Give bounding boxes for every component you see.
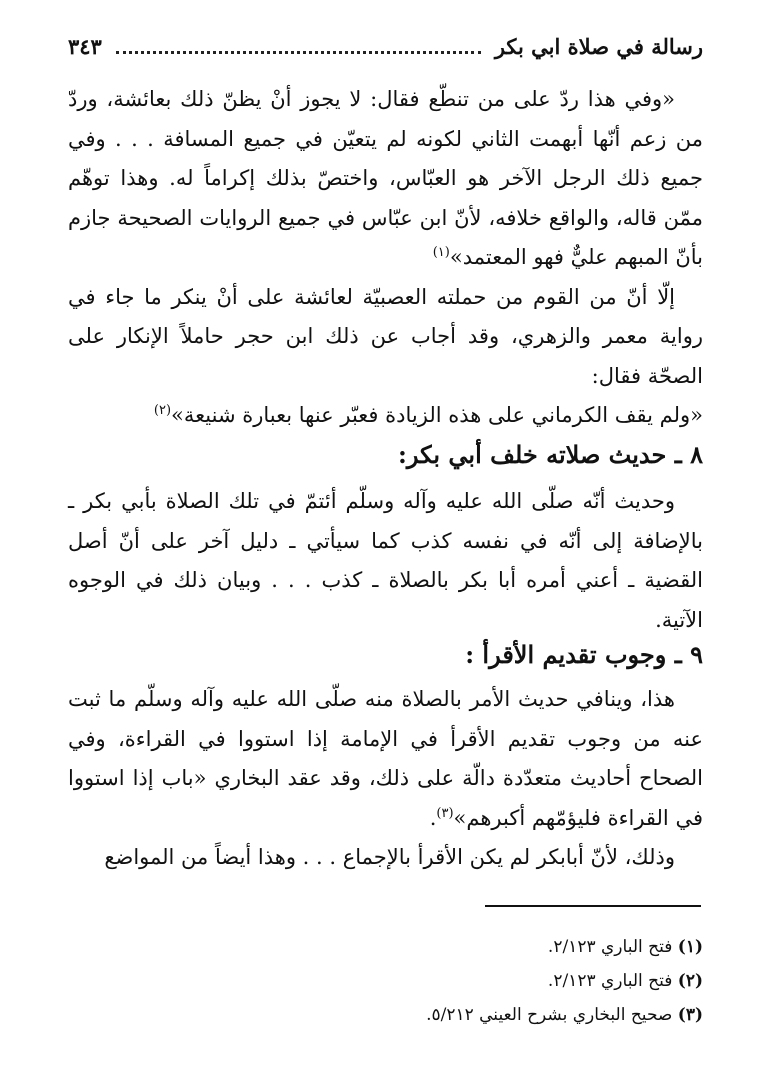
footnote-marker: (١) xyxy=(432,245,450,260)
section-heading-9: ٩ ـ وجوب تقديم الأقرأ : xyxy=(465,640,703,669)
footnote-item xyxy=(68,998,703,1032)
section-9-body xyxy=(68,680,703,878)
header-title: رسالة في صلاة ابي بكر xyxy=(494,33,703,59)
running-header xyxy=(68,30,703,62)
paragraph: وذلك، لأنّ أبابكر لم يكن الأقرأ بالإجماع . . . وهذا أيضاً من المواضع xyxy=(104,845,675,869)
footnote-number: (٣) xyxy=(677,1005,703,1025)
paragraph-end: . xyxy=(429,805,437,830)
footnote-text: فتح الباري ٢/١٢٣. xyxy=(547,937,673,957)
footnote-marker: (٣) xyxy=(436,805,454,821)
footnote-number: (٢) xyxy=(677,971,703,991)
section-8-body xyxy=(68,482,703,640)
footnote-text: فتح الباري ٢/١٢٣. xyxy=(547,971,673,991)
paragraph-text: هذا، وينافي حديث الأمر بالصلاة منه صلّى الله عليه وآله وسلّم ما ثبت عنه من وجوب تقديم الأقرأ في الإمامة إذا استووا في القراءة، وفي الصحاح أحاديث متعدّدة دالّة على ذلك، وقد عقد البخاري «باب إذا استووا في القراءة فليؤمّهم أكبرهم» xyxy=(68,687,703,830)
quoted-text: «وفي هذا ردّ على من تنطّع فقال: لا يجوز أنْ يظنّ ذلك بعائشة، وردّ من زعم أنّها أبهمت الثاني لكونه لم يتعيّن في جميع المسافة . . . وفي جميع ذلك الرجل الآخر هو العبّاس، واختصّ بذلك إكراماً له. وهذا توهّم ممّن قاله، والواقع خلافه، لأنّ ابن عبّاس في جميع الروايات الصحيحة جازم بأنّ المبهم عليٌّ فهو المعتمد» xyxy=(68,87,703,269)
section-heading-8: ٨ ـ حديث صلاته خلف أبي بكر: xyxy=(398,440,703,469)
dotted-leader xyxy=(116,51,481,54)
paragraph xyxy=(68,680,703,838)
page-number: ٣٤٣ xyxy=(68,33,102,59)
footnote-text: صحيح البخاري بشرح العيني ٥/٢١٢. xyxy=(426,1005,673,1025)
footnotes xyxy=(68,930,703,1032)
footnote-separator xyxy=(485,905,701,907)
footnote-item xyxy=(68,930,703,964)
footnote-marker: (٢) xyxy=(153,403,172,418)
footnote-number: (١) xyxy=(677,937,703,957)
quoted-paragraph xyxy=(68,396,703,436)
footnote-item xyxy=(68,964,703,998)
quotation-block xyxy=(68,80,703,436)
paragraph: وحديث أنّه صلّى الله عليه وآله وسلّم أئتمّ في تلك الصلاة بأبي بكر ـ بالإضافة إلى أنّه في نفسه كذب كما سيأتي ـ دليل آخر على أنّ أصل القضية ـ أعني أمره أبا بكر بالصلاة ـ كذب . . . وبيان ذلك في الوجوه الآتية. xyxy=(68,489,703,632)
quoted-text: «ولم يقف الكرماني على هذه الزيادة فعبّر عنها بعبارة شنيعة» xyxy=(171,403,703,427)
paragraph: إلّا أنّ من القوم من حملته العصبيّة لعائشة على أنْ ينكر ما جاء في رواية معمر والزهري، وقد أجاب عن ذلك ابن حجر حاملاً الإنكار على الصحّة فقال: xyxy=(68,284,703,388)
quoted-paragraph xyxy=(68,80,703,278)
